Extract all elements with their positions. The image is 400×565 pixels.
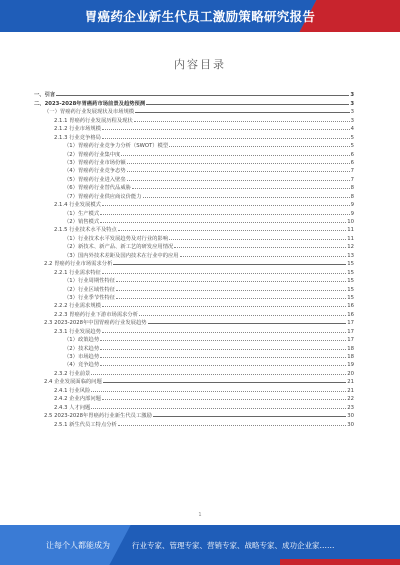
toc-entry-label: （一）胃癌药行业发展现状及市场规模 bbox=[44, 109, 135, 116]
toc-entry[interactable] bbox=[34, 326, 354, 334]
toc-entry-page: 16 bbox=[347, 303, 354, 310]
toc-entry-page: 18 bbox=[347, 345, 354, 352]
toc-leader-dots bbox=[127, 171, 350, 172]
toc-entry[interactable] bbox=[34, 200, 354, 208]
toc-entry-label: 2.3 2023-2028年中国胃癌药行业发展趋势 bbox=[44, 320, 147, 327]
toc-entry-page: 20 bbox=[347, 370, 354, 377]
toc-leader-dots bbox=[91, 391, 346, 392]
toc-entry-label: （1）胃癌药行业竞争力分析（SWOT）模型 bbox=[64, 143, 169, 150]
toc-entry-label: （5）胃癌药行业进入壁垒 bbox=[64, 176, 126, 183]
toc-entry-page: 23 bbox=[347, 404, 354, 411]
toc-entry[interactable] bbox=[34, 402, 354, 410]
toc-entry[interactable] bbox=[34, 276, 354, 284]
toc-entry-label: 2.1.1 胃癌药行业发展历程及现状 bbox=[54, 117, 133, 124]
toc-entry-label: 2.5 2023-2028年胃癌药行业新生代员工激励 bbox=[44, 413, 152, 420]
toc-leader-dots bbox=[102, 138, 350, 139]
toc-entry-page: 12 bbox=[347, 244, 354, 251]
toc-entry[interactable] bbox=[34, 318, 354, 326]
toc-entry-page: 7 bbox=[350, 168, 354, 175]
toc-leader-dots bbox=[102, 399, 346, 400]
toc-entry-page: 19 bbox=[347, 362, 354, 369]
toc-entry-label: （1）政策趋势 bbox=[64, 337, 100, 344]
table-of-contents bbox=[34, 90, 354, 510]
toc-entry[interactable] bbox=[34, 368, 354, 376]
toc-entry-label: （3）国内外技术差距及国内技术在行业中的应用 bbox=[64, 252, 179, 259]
toc-entry-label: （4）竞争趋势 bbox=[64, 362, 100, 369]
toc-entry[interactable] bbox=[34, 301, 354, 309]
toc-entry[interactable] bbox=[34, 394, 354, 402]
toc-entry-page: 7 bbox=[350, 176, 354, 183]
toc-entry-label: （3）市场趋势 bbox=[64, 354, 100, 360]
toc-leader-dots bbox=[174, 247, 346, 248]
toc-entry-label: 2.4.2 企业内部问题 bbox=[54, 396, 101, 403]
toc-entry-label: 2.4.1 行业风险 bbox=[54, 387, 91, 394]
toc-entry-page: 15 bbox=[347, 269, 354, 276]
toc-entry-label: （3）行业季节性特征 bbox=[64, 294, 116, 301]
toc-entry-page: 3 bbox=[350, 117, 354, 124]
toc-leader-dots bbox=[169, 146, 349, 147]
toc-entry-page: 8 bbox=[350, 185, 354, 192]
toc-entry-page: 17 bbox=[347, 328, 354, 335]
toc-leader-dots bbox=[127, 180, 350, 181]
toc-entry[interactable] bbox=[34, 166, 354, 174]
toc-entry[interactable] bbox=[34, 115, 354, 123]
toc-leader-dots bbox=[103, 382, 346, 383]
toc-leader-dots bbox=[100, 357, 346, 358]
toc-entry-label: 2.2.2 行业需求规模 bbox=[54, 303, 101, 310]
toc-entry-label: （1）生产模式 bbox=[64, 210, 100, 217]
toc-entry-page: 11 bbox=[347, 227, 354, 234]
toc-entry-page: 15 bbox=[347, 261, 354, 268]
toc-entry-page: 21 bbox=[347, 379, 354, 386]
toc-leader-dots bbox=[100, 349, 346, 350]
toc-entry-label: 2.2.1 行业需求特征 bbox=[54, 269, 101, 276]
toc-leader-dots bbox=[180, 256, 347, 257]
toc-entry-page: 3 bbox=[350, 100, 354, 107]
toc-entry[interactable] bbox=[34, 259, 354, 267]
toc-entry-label: （1）行业周期性特征 bbox=[64, 278, 116, 285]
toc-entry-page: 10 bbox=[347, 219, 354, 225]
toc-leader-dots bbox=[153, 416, 346, 417]
toc-entry-page: 3 bbox=[350, 92, 354, 99]
toc-entry-page: 17 bbox=[347, 320, 354, 327]
toc-entry-label: （1）行业技术水平发展趋势及对行业的影响 bbox=[64, 235, 169, 242]
toc-entry-page: 16 bbox=[347, 311, 354, 318]
toc-entry-label: （6）胃癌药行业替代品威胁 bbox=[64, 185, 131, 192]
toc-leader-dots bbox=[132, 188, 350, 189]
toc-entry-page: 15 bbox=[347, 294, 354, 301]
toc-entry-page: 30 bbox=[347, 413, 354, 420]
toc-entry[interactable] bbox=[34, 377, 354, 385]
toc-entry[interactable] bbox=[34, 141, 354, 149]
toc-entry-page: 17 bbox=[347, 337, 354, 344]
toc-leader-dots bbox=[139, 315, 346, 316]
toc-entry-label: （3）胃癌药行业市场份额 bbox=[64, 159, 126, 166]
toc-entry-label: （2）销售模式 bbox=[64, 219, 100, 225]
toc-entry-page: 4 bbox=[350, 126, 354, 133]
toc-leader-dots bbox=[134, 121, 350, 122]
toc-leader-dots bbox=[127, 163, 350, 164]
toc-entry[interactable] bbox=[34, 360, 354, 368]
toc-entry-page: 5 bbox=[350, 143, 354, 150]
toc-entry[interactable] bbox=[34, 284, 354, 292]
toc-entry[interactable] bbox=[34, 242, 354, 250]
toc-entry-label: 2.1.5 行业技术水平及特点 bbox=[54, 227, 117, 234]
toc-leader-dots bbox=[102, 205, 350, 206]
toc-entry-page: 11 bbox=[347, 235, 354, 242]
toc-entry-label: 2.1.2 行业市场规模 bbox=[54, 126, 101, 133]
toc-entry[interactable] bbox=[34, 225, 354, 233]
toc-entry-page: 6 bbox=[350, 151, 354, 158]
toc-entry-label: （4）胃癌药行业竞争态势 bbox=[64, 168, 126, 175]
toc-entry[interactable] bbox=[34, 124, 354, 132]
toc-entry[interactable] bbox=[34, 217, 354, 225]
toc-entry[interactable] bbox=[34, 335, 354, 343]
toc-entry[interactable] bbox=[34, 183, 354, 191]
toc-leader-dots bbox=[146, 104, 349, 105]
toc-entry-label: （2）技术趋势 bbox=[64, 345, 100, 352]
toc-entry-page: 9 bbox=[350, 210, 354, 217]
toc-entry-page: 30 bbox=[347, 421, 354, 428]
toc-entry-label: 2.2.3 胃癌药行业下游市场需求分析 bbox=[54, 311, 139, 318]
toc-entry[interactable] bbox=[34, 158, 354, 166]
toc-leader-dots bbox=[148, 323, 347, 324]
toc-entry-label: 2.4 企业发展面临的问题 bbox=[44, 379, 102, 386]
toc-entry-label: 2.4.3 人才问题 bbox=[54, 404, 91, 411]
toc-entry[interactable] bbox=[34, 309, 354, 317]
toc-leader-dots bbox=[121, 155, 349, 156]
toc-entry-label: 2.3.2 行业前景 bbox=[54, 370, 91, 377]
toc-entry[interactable] bbox=[34, 107, 354, 115]
toc-leader-dots bbox=[102, 332, 346, 333]
footer-tagline: 行业专家、管理专家、营销专家、战略专家、成功企业家…… bbox=[132, 540, 335, 550]
toc-leader-dots bbox=[116, 298, 346, 299]
toc-leader-dots bbox=[56, 95, 349, 96]
toc-entry[interactable] bbox=[34, 250, 354, 258]
toc-leader-dots bbox=[169, 239, 346, 240]
toc-entry-label: （2）行业区域性特征 bbox=[64, 286, 116, 293]
toc-entry-label: 2.3.1 行业发展趋势 bbox=[54, 328, 101, 335]
toc-entry-page: 9 bbox=[350, 202, 354, 209]
toc-entry-label: 2.1.3 行业竞争格局 bbox=[54, 134, 101, 141]
toc-entry-page: 21 bbox=[347, 387, 354, 394]
toc-leader-dots bbox=[100, 222, 346, 223]
toc-entry-label: 二、2023-2028年胃癌药市场前景及趋势预测 bbox=[34, 100, 146, 107]
toc-entry-page: 5 bbox=[350, 134, 354, 141]
toc-leader-dots bbox=[91, 374, 346, 375]
toc-entry-page: 8 bbox=[350, 193, 354, 200]
toc-leader-dots bbox=[91, 408, 346, 409]
toc-entry[interactable] bbox=[34, 191, 354, 199]
toc-leader-dots bbox=[102, 129, 350, 130]
report-title: 胃癌药企业新生代员工激励策略研究报告 bbox=[84, 10, 316, 24]
toc-entry-label: 2.5.1 新生代员工特点分析 bbox=[54, 421, 117, 428]
toc-entry-page: 15 bbox=[347, 286, 354, 293]
toc-leader-dots bbox=[100, 340, 346, 341]
toc-entry[interactable] bbox=[34, 233, 354, 241]
toc-entry-page: 22 bbox=[347, 396, 354, 403]
toc-entry[interactable] bbox=[34, 132, 354, 140]
toc-leader-dots bbox=[118, 230, 346, 231]
toc-entry[interactable] bbox=[34, 293, 354, 301]
toc-entry-label: （7）胃癌药行业供应商议价能力 bbox=[64, 193, 142, 200]
toc-leader-dots bbox=[116, 290, 346, 291]
toc-leader-dots bbox=[100, 214, 349, 215]
toc-leader-dots bbox=[118, 425, 346, 426]
toc-entry[interactable] bbox=[34, 385, 354, 393]
toc-entry-page: 15 bbox=[347, 278, 354, 285]
toc-leader-dots bbox=[102, 306, 346, 307]
toc-entry[interactable] bbox=[34, 419, 354, 427]
toc-leader-dots bbox=[102, 273, 346, 274]
toc-entry-page: 3 bbox=[350, 109, 354, 116]
toc-entry[interactable] bbox=[34, 90, 354, 98]
toc-heading: 内容目录 bbox=[174, 58, 226, 71]
toc-entry-label: 一、引言 bbox=[34, 92, 56, 99]
toc-leader-dots bbox=[135, 112, 350, 113]
toc-entry[interactable] bbox=[34, 267, 354, 275]
toc-leader-dots bbox=[116, 281, 346, 282]
toc-entry[interactable] bbox=[34, 343, 354, 351]
toc-entry[interactable] bbox=[34, 98, 354, 106]
toc-entry-label: 2.2 胃癌药行业市场需求分析 bbox=[44, 261, 113, 268]
toc-entry[interactable] bbox=[34, 149, 354, 157]
toc-entry-label: （2）新技术、新产品、新工艺的研发应用情况 bbox=[64, 244, 174, 251]
report-footer bbox=[0, 525, 400, 565]
toc-leader-dots bbox=[143, 197, 350, 198]
toc-entry-label: （2）胃癌药行业集中度 bbox=[64, 151, 121, 158]
toc-entry-label: 2.1.4 行业发展模式 bbox=[54, 202, 101, 209]
toc-entry-page: 6 bbox=[350, 159, 354, 166]
toc-leader-dots bbox=[100, 365, 346, 366]
page-number: 1 bbox=[198, 512, 202, 518]
toc-entry[interactable] bbox=[34, 174, 354, 182]
toc-entry[interactable] bbox=[34, 411, 354, 419]
toc-entry[interactable] bbox=[34, 208, 354, 216]
toc-entry-page: 18 bbox=[347, 354, 354, 360]
toc-entry-page: 13 bbox=[347, 252, 354, 259]
toc-leader-dots bbox=[113, 264, 346, 265]
toc-entry[interactable] bbox=[34, 352, 354, 360]
footer-slogan: 让每个人都能成为 bbox=[46, 540, 110, 550]
report-header bbox=[0, 0, 400, 32]
